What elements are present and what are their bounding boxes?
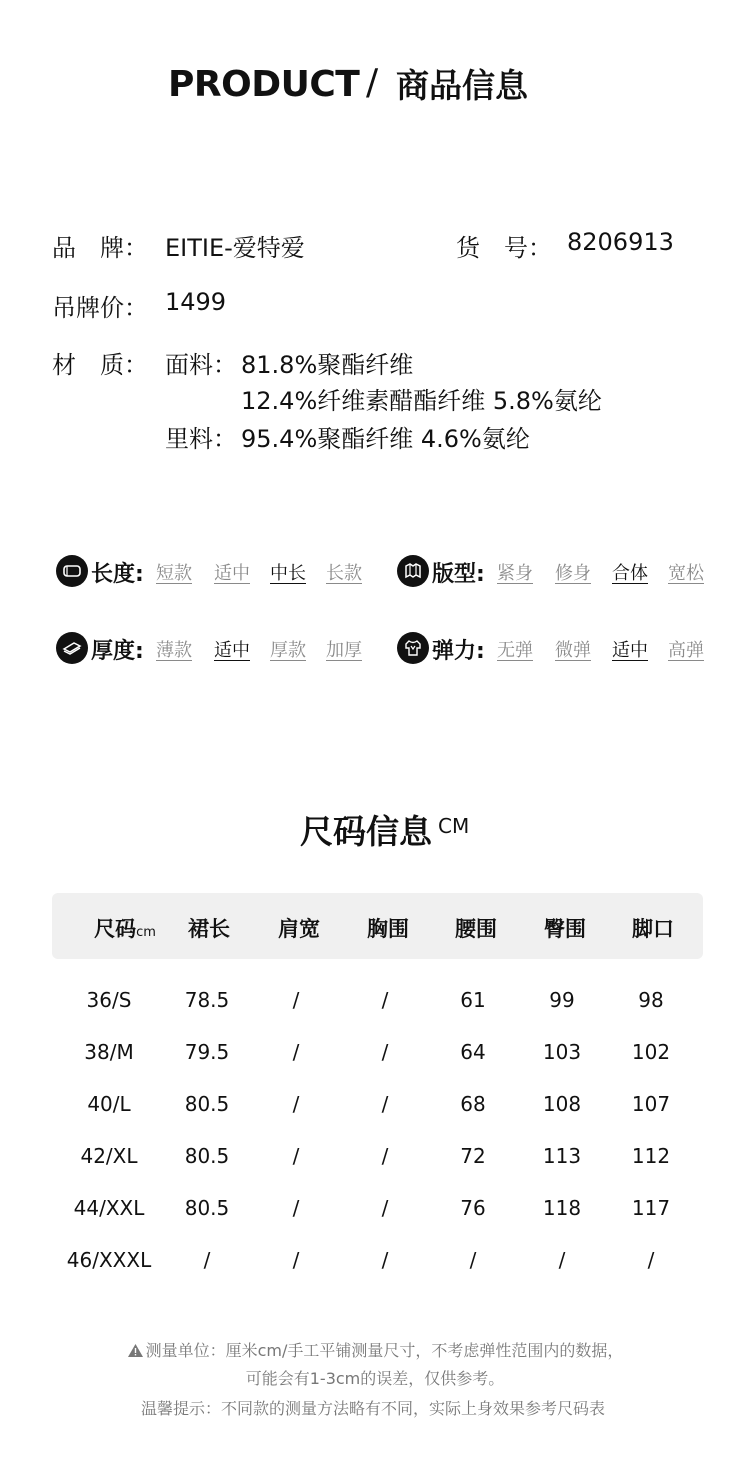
table-cell: 42/XL xyxy=(80,1144,138,1168)
lining-value: 95.4%聚酯纤维 4.6%氨纶 xyxy=(241,425,530,453)
header-shoulder: 肩宽 xyxy=(278,917,320,941)
attr-length-option-selected[interactable]: 中长 xyxy=(270,563,306,584)
table-cell: 36/S xyxy=(86,988,132,1012)
table-cell: 117 xyxy=(631,1196,671,1220)
table-cell: 76 xyxy=(460,1196,486,1220)
fabric-label: 面料： xyxy=(165,351,237,379)
elasticity-icon xyxy=(397,632,429,664)
header-hem: 脚口 xyxy=(632,917,674,941)
attr-length-option[interactable]: 短款 xyxy=(156,563,192,584)
attr-fit xyxy=(397,555,717,591)
table-cell: / xyxy=(203,1248,211,1272)
header-hip: 臀围 xyxy=(544,917,586,941)
table-cell: 102 xyxy=(631,1040,671,1064)
table-cell: / xyxy=(292,1248,300,1272)
table-cell: / xyxy=(381,1092,389,1116)
attr-elasticity-option-selected[interactable]: 适中 xyxy=(612,640,648,661)
table-cell: 80.5 xyxy=(184,1144,230,1168)
title-cn: 商品信息 xyxy=(396,66,528,105)
table-row xyxy=(0,1248,750,1288)
brand-value: EITIE-爱特爱 xyxy=(165,234,305,262)
table-cell: 38/M xyxy=(84,1040,134,1064)
table-row xyxy=(0,1040,750,1080)
attr-thickness xyxy=(56,632,376,668)
table-cell: / xyxy=(558,1248,566,1272)
table-cell: 68 xyxy=(460,1092,486,1116)
attr-thickness-option[interactable]: 加厚 xyxy=(326,640,362,661)
table-cell: 103 xyxy=(542,1040,582,1064)
table-cell: / xyxy=(381,1040,389,1064)
table-row xyxy=(0,1196,750,1236)
attr-elasticity-option[interactable]: 无弹 xyxy=(497,640,533,661)
table-row xyxy=(0,988,750,1028)
attr-length-option[interactable]: 适中 xyxy=(214,563,250,584)
attr-length-option[interactable]: 长款 xyxy=(326,563,362,584)
table-cell: / xyxy=(292,1144,300,1168)
table-cell: 61 xyxy=(460,988,486,1012)
table-cell: 107 xyxy=(631,1092,671,1116)
warning-icon xyxy=(127,1343,144,1358)
table-cell: 99 xyxy=(549,988,575,1012)
title-en: PRODUCT xyxy=(168,64,360,105)
table-cell: 64 xyxy=(460,1040,486,1064)
table-row xyxy=(0,1092,750,1132)
table-row xyxy=(0,1144,750,1184)
material-label: 材 质： xyxy=(52,351,148,379)
note-line-3: 温馨提示：不同款的测量方法略有不同，实际上身效果参考尺码表 xyxy=(140,1399,605,1418)
attr-fit-option[interactable]: 修身 xyxy=(555,563,591,584)
note-line-2: 可能会有1-3cm的误差，仅供参考。 xyxy=(245,1369,505,1388)
header-skirt-length: 裙长 xyxy=(188,917,230,941)
table-cell: 46/XXXL xyxy=(66,1248,152,1272)
table-cell: / xyxy=(381,988,389,1012)
table-cell: 79.5 xyxy=(184,1040,230,1064)
table-cell: 80.5 xyxy=(184,1196,230,1220)
table-cell: 40/L xyxy=(87,1092,131,1116)
title-slash: / xyxy=(366,62,379,103)
header-waist: 腰围 xyxy=(455,917,497,941)
table-cell: / xyxy=(381,1248,389,1272)
table-cell: 108 xyxy=(542,1092,582,1116)
sku-value: 8206913 xyxy=(567,228,674,256)
price-label: 吊牌价： xyxy=(52,294,148,322)
size-title-text: 尺码信息 xyxy=(300,812,432,851)
attr-length-label: 长度: xyxy=(91,562,144,587)
size-title-unit: CM xyxy=(438,814,470,838)
table-cell: 98 xyxy=(638,988,664,1012)
attr-fit-option-selected[interactable]: 合体 xyxy=(612,563,648,584)
table-cell: / xyxy=(381,1144,389,1168)
attr-thickness-label: 厚度: xyxy=(91,639,144,664)
table-cell: / xyxy=(381,1196,389,1220)
table-cell: / xyxy=(469,1248,477,1272)
table-cell: / xyxy=(292,1196,300,1220)
lining-label: 里料： xyxy=(165,425,237,453)
header-size xyxy=(80,913,170,943)
table-cell: 44/XXL xyxy=(73,1196,145,1220)
attr-fit-option[interactable]: 紧身 xyxy=(497,563,533,584)
sku-label: 货 号： xyxy=(456,234,552,262)
page-header xyxy=(0,58,750,108)
table-cell: 118 xyxy=(542,1196,582,1220)
attr-elasticity xyxy=(397,632,717,668)
attr-length xyxy=(56,555,376,591)
fabric-line2: 12.4%纤维素醋酯纤维 5.8%氨纶 xyxy=(241,387,602,415)
table-cell: 112 xyxy=(631,1144,671,1168)
fabric-line1: 81.8%聚酯纤维 xyxy=(241,351,414,379)
table-cell: 80.5 xyxy=(184,1092,230,1116)
price-value: 1499 xyxy=(165,288,227,316)
thickness-icon xyxy=(56,632,88,664)
note-line-1 xyxy=(0,1338,750,1361)
attr-elasticity-label: 弹力: xyxy=(432,639,485,664)
header-size-text: 尺码 xyxy=(94,917,137,941)
attr-thickness-option[interactable]: 薄款 xyxy=(156,640,192,661)
attr-thickness-option-selected[interactable]: 适中 xyxy=(214,640,250,661)
length-icon xyxy=(56,555,88,587)
attr-elasticity-option[interactable]: 微弹 xyxy=(555,640,591,661)
attr-fit-option[interactable]: 宽松 xyxy=(668,563,704,584)
brand-label: 品 牌： xyxy=(52,234,148,262)
table-cell: / xyxy=(292,988,300,1012)
header-chest: 胸围 xyxy=(367,917,409,941)
attr-thickness-option[interactable]: 厚款 xyxy=(270,640,306,661)
size-table-header xyxy=(52,893,703,959)
table-cell: / xyxy=(292,1040,300,1064)
attr-elasticity-option[interactable]: 高弹 xyxy=(668,640,704,661)
note-line-1-text: 测量单位：厘米cm/手工平铺测量尺寸，不考虑弹性范围内的数据， xyxy=(145,1341,624,1360)
table-cell: 72 xyxy=(460,1144,486,1168)
size-section-title xyxy=(300,806,469,853)
attr-fit-label: 版型: xyxy=(432,562,485,587)
table-cell: 78.5 xyxy=(184,988,230,1012)
table-cell: 113 xyxy=(542,1144,582,1168)
fit-icon xyxy=(397,555,429,587)
table-cell: / xyxy=(292,1092,300,1116)
header-size-unit: cm xyxy=(136,925,156,940)
table-cell: / xyxy=(647,1248,655,1272)
